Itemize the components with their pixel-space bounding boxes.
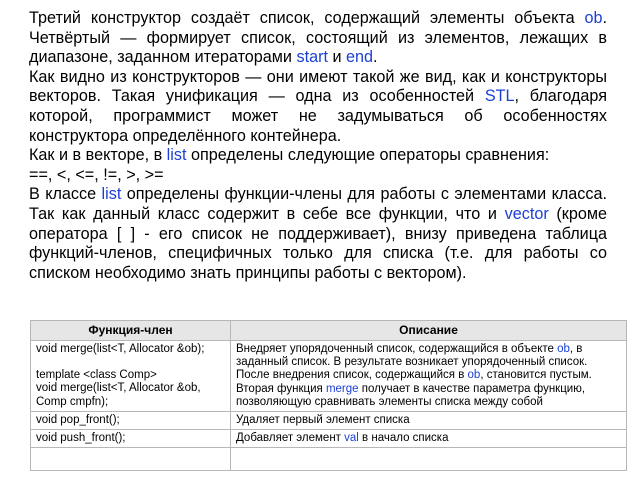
text-run: , благодаря которой, программист может не задумываться об особенностях конструктора определённого контейнера. bbox=[29, 87, 608, 145]
text-run: определены функции-члены для работы с элементами класса. Так как данный класс содержит в себе все функции, что и bbox=[29, 185, 607, 223]
keyword-end: end bbox=[346, 48, 374, 67]
paragraph-unification bbox=[29, 68, 607, 146]
function-signature: void merge(list<T, Allocator &ob); bbox=[36, 343, 205, 355]
text-run: . bbox=[373, 48, 378, 67]
text-run: , становится пустым. Вторая функция bbox=[236, 369, 592, 395]
function-signature: void pop_front(); bbox=[36, 414, 120, 427]
text-run: В классе bbox=[29, 185, 102, 204]
keyword-merge: merge bbox=[325, 382, 359, 395]
text-run: , в заданный список. В результате возникает упорядоченный список. После внедрения список, содержащийся в bbox=[236, 343, 588, 382]
paragraph-comparison bbox=[29, 146, 607, 166]
table-header-row bbox=[31, 321, 627, 341]
spacer bbox=[36, 356, 225, 369]
description-cell bbox=[231, 412, 627, 430]
article-text bbox=[29, 9, 607, 283]
paragraph-member-functions bbox=[29, 185, 607, 283]
table-row bbox=[31, 430, 627, 448]
keyword-start: start bbox=[296, 48, 328, 67]
text-run: Как и в векторе, в bbox=[29, 146, 167, 165]
keyword-ob: ob bbox=[557, 343, 570, 355]
function-signature: void merge(list<T, Allocator &ob, Comp cmpfn); bbox=[36, 382, 201, 408]
header-function: Функция-член bbox=[31, 321, 231, 341]
description-cell bbox=[231, 448, 627, 471]
header-description: Описание bbox=[231, 321, 627, 341]
table-row-empty bbox=[31, 448, 627, 471]
function-signature: template <class Comp> bbox=[36, 369, 157, 382]
paragraph-operators bbox=[29, 166, 607, 186]
keyword-vector: vector bbox=[504, 204, 549, 223]
text-run: Внедряет упорядоченный список, содержащийся в объекте bbox=[236, 343, 558, 355]
function-cell bbox=[31, 341, 231, 412]
description-cell bbox=[231, 430, 627, 448]
description-cell bbox=[231, 341, 627, 412]
text-run: (кроме оператора [ ] - его список не поддерживает), внизу приведена таблица функций-членов, специфичных только для списка (т.е. для работы со списком необходимо знать принципы работы с вектором). bbox=[29, 204, 607, 282]
operators-list: ==, <, <=, !=, >, >= bbox=[29, 165, 164, 184]
text-run: получает в качестве параметра функцию, позволяющую сравнивать элементы списка между собой bbox=[236, 382, 586, 408]
member-functions-table bbox=[30, 320, 627, 471]
keyword-list: list bbox=[166, 146, 187, 165]
function-cell bbox=[31, 412, 231, 430]
function-cell bbox=[31, 448, 231, 471]
text-run: Добавляет элемент bbox=[236, 432, 345, 445]
text-run: . Четвёртый — формирует список, состоящий из элементов, лежащих в диапазоне, заданном итераторами bbox=[29, 9, 607, 67]
text-run: Как видно из конструкторов — они имеют такой же вид, как и конструкторы векторов. Такая унификация — одна из особенностей bbox=[29, 67, 607, 106]
text-run: и bbox=[327, 48, 347, 67]
text-run: Третий конструктор создаёт список, содержащий элементы объекта bbox=[29, 9, 585, 27]
keyword-val: val bbox=[344, 432, 359, 445]
keyword-list: list bbox=[101, 185, 122, 204]
keyword-stl: STL bbox=[484, 87, 515, 106]
table-row bbox=[31, 341, 627, 412]
text-run: Удаляет первый элемент списка bbox=[236, 414, 410, 427]
table-row bbox=[31, 412, 627, 430]
text-run: в начало списка bbox=[358, 432, 449, 445]
keyword-ob: ob bbox=[467, 369, 481, 382]
paragraph-constructors bbox=[29, 9, 607, 68]
function-cell bbox=[31, 430, 231, 448]
keyword-ob: ob bbox=[584, 9, 603, 27]
text-run: определены следующие операторы сравнения: bbox=[186, 146, 550, 165]
function-signature: void push_front(); bbox=[36, 432, 126, 445]
